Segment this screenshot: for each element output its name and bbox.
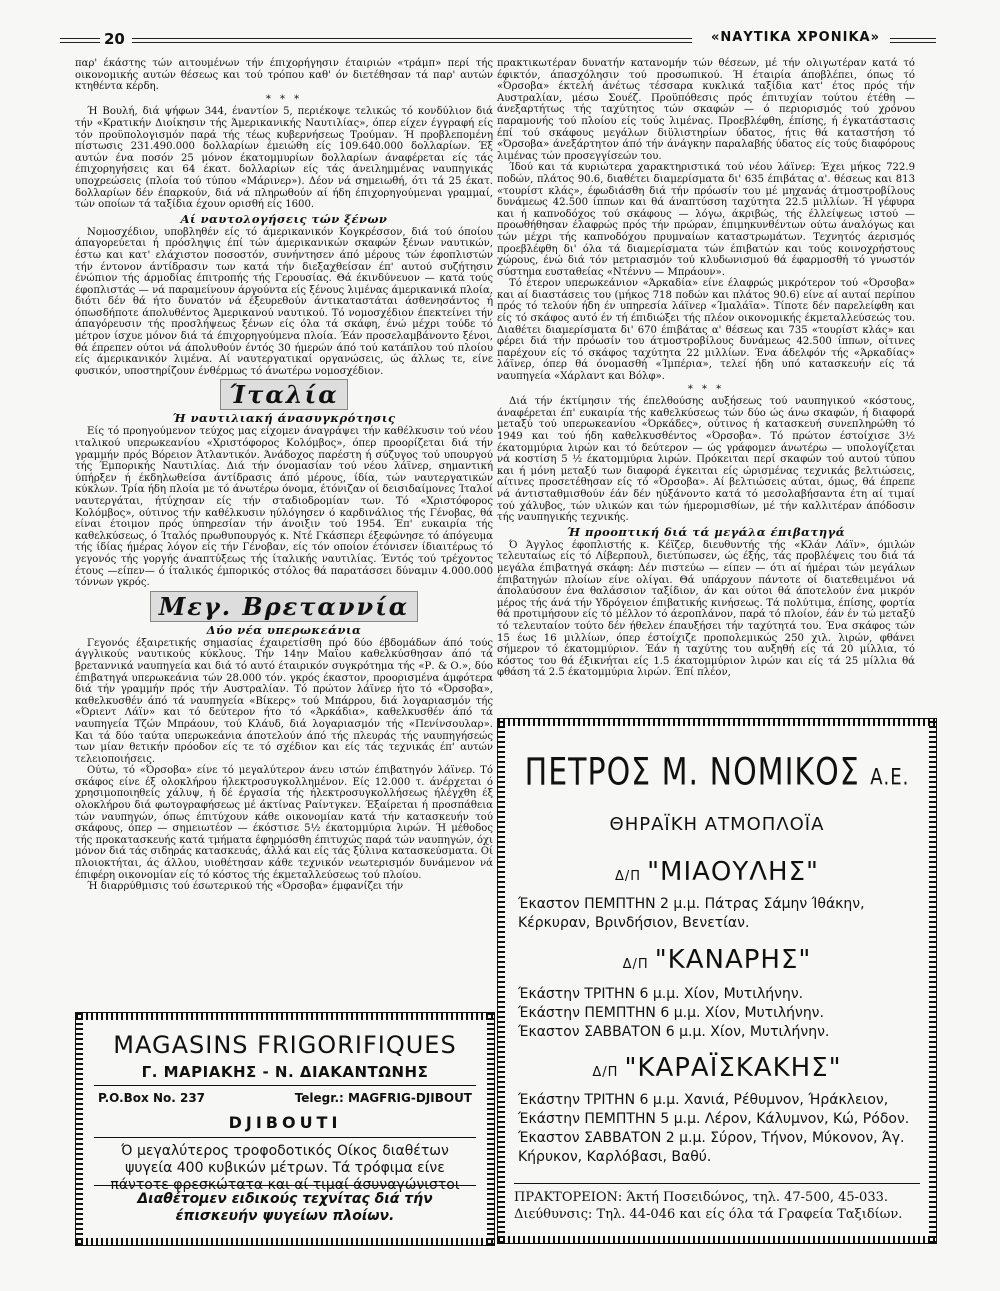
- ad-body-text: Ό μεγαλύτερος τροφοδοτικός Οίκος διαθέτων ψυγεία 400 κυβικών μέτρων. Τά τρόφιμα είνε πάντοτε φρεσκώτατα και αί τιμαί άσυναγώνιστοι: [110, 1143, 460, 1193]
- article-paragraph: Ή Βουλή, διά ψήφων 344, έναντίον 5, περιέκοψε τελικώς τό κονδύλιον διά τήν «Κρατικήν Διοίκησιν τής Άμερικανικής Ναυτιλίας», όπερ είχεν έγγραφή είς τόν προϋπολογισμόν παρά τής τέως κυβερνήσεως Τρούμαν. Ή προβλεπομένη πίστωσις 231.490.000 δολλαρίων έμειώθη είς 109.640.000 δολλαρίων. Έξ αυτών ένα ποσόν 25 μόνον έκατομμυρίων δολλαρίων άναφέρεται είς τάς έπιχορηγήσεις και 64 έκατ. δολλαρίων είς τάς άνειλημμένας ναυπηγικάς υποχρεώσεις (πλοία τού τύπου «Μάρινερ»). Δέον νά σημειωθή, ότι τά 25 έκατ. δολλαρίων δέν έπαρκούν, διά νά πληρωθούν αί ήδη έπιχορηγούμεναι γραμμαί, τών οποίων τά ταξίδια έχουν ορισθή είς 1600.: [75, 106, 493, 211]
- ad-office: [514, 1189, 920, 1223]
- ad-divider: [514, 1183, 920, 1184]
- section-heading: Ή ναυτιλιακή άνασυγκρότησις: [172, 411, 396, 426]
- article-paragraph: Ούτω, τό «Όρσοβα» είνε τό μεγαλύτερον άνευ ιστών έπιβατηγόν λάϊνερ. Τό σκάφος είνε έξ ολοκλήρου ήλεκτροσυγκολλημένον. Είς 12.000 τ. άνέρχεται ό χρησιμοποιηθείς χάλυψ, ή δέ έργασία τής ήλεκτροσυγκολλήσεως ήλέγχθη έξ ολοκλήρου διά φωτογραφήσεως μέ άκτίνας Ραίντγκεν. Έξαίρεται ή προσπάθεια τών ναυπηγών, όπως έπιτύχουν κάθε οικονομίαν κατά τήν κατασκευήν τού σκάφους, όπερ — σημειωτέον — έκόστισε 5½ έκατομμύρια λιρών. Ή μέθοδος τής προκατασκευής κατά τμήματα έφηρμόσθη έπιτυχώς παρά τών ναυπηγών, όχι μόνον διά τάς σιδηράς κατασκευάς, άλλά και είς τάς ξύλινα κατασκεύσματα. Οί πλοιοκτήται, άς άλλου, υιοθέτησαν κάθε τεχνικόν νεωτερισμόν δυνάμενον νά έπιφέρη οικονομίαν είς τό κόστος τής έκμεταλλεύσεως τού πλοίου.: [75, 765, 493, 881]
- header-rule-right: [890, 38, 936, 43]
- ad-subtitle: ΘΗΡΑΪΚΗ ΑΤΜΟΠΛΟΪΑ: [609, 814, 825, 835]
- ship-name-miaoulis: Δ/Π "ΜΙΑΟΥΛΗΣ": [615, 857, 819, 887]
- ship-schedule: [518, 1091, 916, 1167]
- schedule-line: Έκάστην ΤΡΙΤΗΝ 6 μ.μ. Χίον, Μυτιλήνην.: [518, 986, 804, 1002]
- publication-title: «ΝΑΥΤΙΚΑ ΧΡΟΝΙΚΑ»: [705, 30, 886, 45]
- ad-divider: [94, 1137, 476, 1138]
- office-directorate: Διεύθυνσις: Τηλ. 44-046 και είς όλα τά Γραφεία Ταξιδίων.: [514, 1207, 903, 1222]
- article-paragraph: πρακτικωτέραν δυνατήν κατανομήν τών θέσεων, μέ τήν ολιγωτέραν κατά τό έφικτόν, άπασχόλησιν τού προσωπικού. Ή έταιρία άποβλέπει, όπως τό «Όρσοβα» έκτελή άνέτως τέσσαρα κυκλικά ταξίδια κατ' έτος πρός τήν Αυστραλίαν, μέσω Σουέζ. Προϋπόθεσις πρός έπιτυχίαν τούτου έτέθη — άνεξαρτήτως τής ταχύτητος τών σκαφών — ό περιορισμός τού χρόνου παραμονής τού πλοίου είς τούς λιμένας. Προεβλέφθη, έπίσης, ή έγκατάστασις έπί τού σκάφους μεγάλων διϋλιστηρίων ύδατος, ήτις θά καταστήση τό «Όρσοβα» άνεξάρτητον άπό τήν άνάγκην παραλαβής ύδατος είς τούς διαφόρους λιμένας τών προσεγγίσεών του.: [497, 58, 915, 162]
- country-heading-italy: Ίταλία: [75, 379, 493, 410]
- ad-border: [498, 719, 505, 1243]
- ad-border: [76, 1238, 494, 1245]
- section-separator: * * *: [265, 93, 303, 105]
- article-paragraph: Νομοσχέδιον, υποβληθέν είς τό άμερικανικόν Κογκρέσσον, διά τού όποίου άπαγορεύεται ή πρόσληψις έπί τών άμερικανικών σκαφών ξένων ναυτικών, έστω και κατ' ελάχιστον ποσοστόν, συνήντησεν άπό μέρους τών έφοπλιστών τήν έντονον άντίδρασιν των κατά τήν διεξαχθείσαν έπ' αυτού συζήτησιν ένώπιον τής άρμοδίας έπιτροπής τής Γερουσίας. Θά έκινδύνευον — κατά τούς έφοπλιστάς — νά παραμείνουν άργούντα είς ξένους λιμένας άμερικανικά πλοία, διότι δέν θά ήτο δυνατόν νά έξευρεθούν άντικαταστάται άσθενησάντος ή όπωσδήποτε άπολυθέντος Άμερικανού ναυτικού. Τό νομοσχέδιον έπεκτείνει τήν άπαγόρευσιν τής προσλήψεως ξένων είς όλα τά σκάφη, ένώ μέχρι τούδε τό μέτρον ίσχυε μόνον διά τά έπιχορηγούμενα πλοία. Έάν προσελαμβάνοντο ξένοι, θά έπρεπεν ούτοι νά άπολυθούν έντός 30 ήμερών άπό τού κατάπλου τού πλοίου είς άμερικανικόν λιμένα. Αί ναυτεργατικαί οργανώσεις, ώς άλλως τε, είνε φυσικόν, υποστηρίζουν ένθέρμως τό άνωτέρω νομοσχέδιον.: [75, 226, 493, 377]
- ship-schedule: [518, 895, 916, 933]
- schedule-line: Έκάστην ΠΕΜΠΤΗΝ 6 μ.μ. Χίον, Μυτιλήνην.: [518, 1005, 824, 1021]
- country-heading-britain: Μεγ. Βρεταννία: [75, 591, 493, 622]
- ad-title: ΠΕΤΡΟΣ Μ. ΝΟΜΙΚΟΣ Α.Ε.: [524, 750, 910, 795]
- article-paragraph: Διά τήν έκτίμησιν τής έπελθούσης αυξήσεως τού ναυπηγικού «κόστους, άναφέρεται έπ' ευκαιρία τής καθελκύσεως τών δύο ώς άνω σκαφών, ή διαφορά μεταξύ τού υπερωκεανίου «Όρκάδες», ούτινος ή κατασκευή συνεπληρώθη τό 1949 και τού ήδη καθελκυσθέντος «Όρσοβα». Τό πρώτον έστοίχισε 3½ έκατομμύρια λιρών και τό δεύτερον — ώς γράφομεν άνωτέρω — υπολογίζεται νά κοστίση 5 ½ έκατομμύρια λιρών. Πρόκειται περί σκαφών τού αυτού τύπου και ή μόνη μεταξύ των διαφορά έγκειται είς ώρισμένας τεχνικάς βελτιώσεις, αίτινες προσετέθησαν είς τό «Όρσοβα». Αί βελτιώσεις αύται, όμως, θά έπρεπε νά άντισταθμισθούν έάν δέν ηύξάνοντο κατά τό μεσολαβήσαντα έτη αί τιμαί τού χάλυβος, τών υλικών και τών ήμερομισθίων, μέ τήν καλλιτέραν άπόδοσιν τής ναυπηγικής τεχνικής.: [497, 396, 915, 524]
- article-paragraph: παρ' έκάστης τών αιτουμένων τήν έπιχορήγησιν έταιριών «τράμπ» περί τής οικονομικής αυτών θέσεως και τού τρόπου καθ' όν διετέθησαν τά παρ' αυτών κτηθέντα κέρδη.: [75, 58, 493, 93]
- section-heading: Ή προοπτική διά τά μεγάλα έπιβατηγά: [566, 524, 846, 539]
- right-column: [497, 58, 915, 679]
- ad-po-box: P.O.Box No. 237: [98, 1091, 206, 1105]
- schedule-line: Έκάστην ΠΕΜΠΤΗΝ 5 μ.μ. Λέρον, Κάλυμνον, Κώ, Ρόδον.: [518, 1111, 910, 1127]
- article-paragraph: Γεγονός έξαιρετικής σημασίας έχαιρετίσθη πρό δύο έβδομάδων άπό τούς άγγλικούς ναυτικούς κύκλους. Τήν 14ην Μαΐου καθελκύσθησαν άπό τά βρεταννικά ναυπηγεία και διά τό αυτό έταιρικόν συγκρότημα τής «Ρ. & Ο.», δύο έπιβατηγά υπερωκεάνια τών 28.000 τόν. γκρός έκαστον, προορισμένα άμφότερα διά τήν γραμμήν πρός τήν Αυστραλίαν. Τό πρώτον λάϊνερ ήτο τό «Όρσοβα», καθελκυσθέν άπό τά ναυπηγεία «Βίκερς» τού Μπάρρου, διά λογαριασμόν τής «Όριεντ Λάϊν» και τό δεύτερον ήτο τό «Άρκάδια», καθελκυσθέν άπό τά ναυπηγεία Τζών Μπράουν, τού Κλάυδ, διά λογαριασμόν τής «Πενίνσουλαρ». Και τά δύο ταύτα υπερωκεάνια άποτελούν άπό τής πλευράς τής ναυπηγήσεώς των μίαν θετικήν πρόοδον είς τε τό σχέδιον και είς τάς τεχνικάς έπ' αυτών τελειοποιήσεις.: [75, 637, 493, 765]
- advertisement-nomikos: [497, 718, 937, 1244]
- article-paragraph: Είς τό προηγούμενον τεύχος μας είχομεν άναγράψει τήν καθέλκυσιν τού νέου ιταλικού υπερωκεανίου «Χριστόφορος Κολόμβος», όπερ προορίζεται διά τήν γραμμήν πρός Βόρειον Άτλαντικόν. Άνάδοχος παρέστη ή σύζυγος τού υπουργού τής Έμπορικής Ναυτιλίας. Διά τήν όνομασίαν τού νέου λάϊνερ, σημαντική ύπήρξεν ή έκδηλωθείσα άντίδρασις άπό μέρους, ίδία, τών ναυτεργατικών κύκλων. Τρία ήδη πλοία με τό άνωτέρω όνομα, έτόνιζαν οί δεισιδαίμονες Ίταλοί ναυτεργάται, ήτύχησαν είς τήν σταδιοδρομίαν των. Τό «Χριστόφορος Κολόμβος», ούτινος τήν καθέλκυσιν ηύλόγησεν ό καρδινάλιος τής Γένοβας, θά είναι έτοιμον πρός ύπηρεσίαν τήν άνοιξιν τού 1954. Έπ' ευκαιρία τής καθελκύσεως, ό Ίταλός πρωθυπουργός κ. Ντέ Γκάσπερι έξεφώνησε τό άπόγευμα τής ίδίας ήμέρας λόγον είς τήν Γένοβαν, είς τόν οποίον έτόνισεν ίδιαιτέρως τό γεγονός τής γοργής άναπτύξεως τής ίταλικής ναυτιλίας. Έντός τού τρέχοντος έτους —είπεν— ό ίταλικός έμπορικός στόλος θά παρατάσσει δύναμιν 4.000.000 τόννων γκρός.: [75, 426, 493, 589]
- section-separator: * * *: [687, 383, 725, 395]
- article-paragraph: Τό έτερον υπερωκεάνιον «Άρκαδία» είνε έλαφρώς μικρότερον τού «Όρσοβα» και αί διαστάσεις του (μήκος 718 ποδών και πλάτος 90.6) είνε αί αυταί περίπου πρός τό τελούν ήδη έν υπηρεσία λάϊνερ «Ίμαλάϊα». Τίποτε δέν παρελείφθη και είς τό σκάφος αυτό έν τή έπιδιώξει τής πλέον οικονομικής έκμεταλλεύσεώς του. Διαθέτει διαμερίσματα δι' 670 έπιβάτας α' θέσεως και 735 «τουρίστ κλάς» και φέρει διά τήν πρόωσίν του άτμοστροβίλους δυνάμεως 42.500 ίππων, οίτινες παρέχουν είς τό σκάφος ταχύτητα 22 μιλλίων. Ένα άδελφόν τής «Άρκαδίας» λάϊνερ, όπερ θά όνομασθή «Ίμπέρια», τελεί ήδη υπό κατασκευήν είς τά ναυπηγεία «Χάρλαντ και Βόλφ».: [497, 278, 915, 383]
- ad-border: [76, 1013, 494, 1020]
- ship-schedule: [518, 985, 916, 1042]
- ad-divider: [94, 1185, 476, 1186]
- ad-owners: Γ. ΜΑΡΙΑΚΗΣ - Ν. ΔΙΑΚΑΝΤΩΝΗΣ: [141, 1063, 429, 1081]
- section-heading: Αί ναυτολογήσεις τών ξένων: [180, 211, 388, 226]
- ad-title: MAGASINS FRIGORIFIQUES: [113, 1031, 457, 1059]
- article-paragraph: Ό Άγγλος έφοπλιστής κ. Κέϊζερ, διευθυντής τής «Κλάν Λάϊν», όμιλών τελευταίως είς τό Λίβερπουλ, διετύπωσεν, ώς έξής, τάς προβλέψεις του διά τά μεγάλα έπιβατηγά σκάφη: Δέν πιστεύω — είπεν — ότι αί ήμέραι τών μεγάλων έπιβατηγών πλοίων είνε ολίγαι. Θά υπάρχουν πάντοτε οί διατεθειμένοι νά άπολαύσουν ένα θαλάσσιον ταξίδιον, άν και ούτοι θά άποτελούν ένα μικρόν μέρος τής άνά τήν Υδρόγειον έπιβατικής κινήσεως. Τά πολύτιμα, έπίσης, φορτία θά προτιμήσουν είς τό μέλλον τό άεροπλάνον, παρά τό πλοίον, έάν έν τώ μεταξύ τό τελευταίον τούτο δέν ήθελεν έπαυξήσει τήν ταχύτητά του. Ένα σκάφος τών 15 έως 16 μιλλίων, όπερ έστοίχιζε προπολεμικώς 250 χιλ. λιρών, φθάνει σήμερον τό έκατομμύριον. Έάν ή ταχύτης του αυξηθή είς τά 20 μίλλια, τό κόστος του θά έξικνήται είς 1.5 έκατομμύριον λιρών και είς τά 25 μίλλια θά φθάση τά 2.5 έκατομμύρια λιρών. Έπί πλέον,: [497, 539, 915, 679]
- header-rule-left: [60, 38, 100, 43]
- schedule-line: Έκαστον ΣΑΒΒΑΤΟΝ 2 μ.μ. Σύρον, Τήνον, Μύκονον, Άγ. Κήρυκον, Καρλόβασι, Βαθύ.: [518, 1130, 905, 1165]
- schedule-line: Έκαστον ΠΕΜΠΤΗΝ 2 μ.μ. Πάτρας Σάμην Ίθάκην, Κέρκυραν, Βρινδήσιον, Βενετίαν.: [518, 896, 865, 931]
- ad-border: [498, 719, 936, 726]
- ad-divider: [94, 1085, 476, 1086]
- ad-border: [929, 719, 936, 1243]
- ad-border: [498, 1236, 936, 1243]
- page-number: 20: [104, 30, 125, 48]
- ad-city: DJIBOUTI: [228, 1113, 342, 1132]
- ship-name-karaiskakis: Δ/Π "ΚΑΡΑΪΣΚΑΚΗΣ": [592, 1053, 842, 1083]
- header-rule-middle: [132, 38, 692, 43]
- advertisement-frigorifiques: [75, 1012, 495, 1246]
- schedule-line: Έκάστην ΤΡΙΤΗΝ 6 μ.μ. Χανιά, Ρέθυμνον, Ήράκλειον,: [518, 1092, 889, 1108]
- left-column: [75, 58, 493, 893]
- section-heading: Δύο νέα υπερωκεάνια: [206, 622, 362, 637]
- office-address: ΠΡΑΚΤΟΡΕΙΟΝ: Άκτή Ποσειδώνος, τηλ. 47-500, 45-033.: [514, 1190, 889, 1205]
- ship-name-kanaris: Δ/Π "ΚΑΝΑΡΗΣ": [622, 945, 812, 975]
- page-header: [60, 30, 936, 50]
- article-paragraph: Ίδού και τά κυριώτερα χαρακτηριστικά τού νέου λάϊνερ: Έχει μήκος 722.9 ποδών, πλάτος 90.6, διαθέτει διαμερίσματα δι' 635 έπιβάτας α'. θέσεως και 813 «τουρίστ κλάς», έφωδιάσθη διά τήν πρόωσίν του μέ μηχανάς άτμοστροβίλους δυνάμεως 42.500 ίππων και θά άναπτύσση ταχύτητα 22.5 μιλλίων. Ή γέφυρα και ή καπνοδόχος τού σκάφους — λόγω, άκριβώς, τής έλλείψεως ιστού — προωθήθησαν έλαφρώς πρός τήν πρώραν, έπιμηκυνθέντων ούτω άναλόγως και τών μέχρι τής καπνοδόχου πρυμναίων καταστρωμάτων. Τεχνητός άερισμός προεβλέφθη δι' όλα τά διαμερίσματα τών έπιβατών και τούς κοινοχρήστους χώρους, ένώ διά τόν μετριασμόν τού κλυδωνισμού θά έφαρμοσθή τό γνωστόν σύστημα ευσταθείας «Ντέννυ — Μπράουν».: [497, 162, 915, 278]
- schedule-line: Έκαστον ΣΑΒΒΑΤΟΝ 6 μ.μ. Χίον, Μυτιλήνην.: [518, 1024, 830, 1040]
- article-paragraph: Ή διαρρύθμισις τού έσωτερικού τής «Όρσοβα» έμφανίζει τήν: [87, 881, 404, 893]
- ad-footer-text: Διαθέτομεν ειδικούς τεχνίτας διά τήν έπισκευήν ψυγείων πλοίων.: [137, 1191, 433, 1224]
- ad-telegraph: Telegr.: MAGFRIG-DJIBOUT: [294, 1091, 472, 1105]
